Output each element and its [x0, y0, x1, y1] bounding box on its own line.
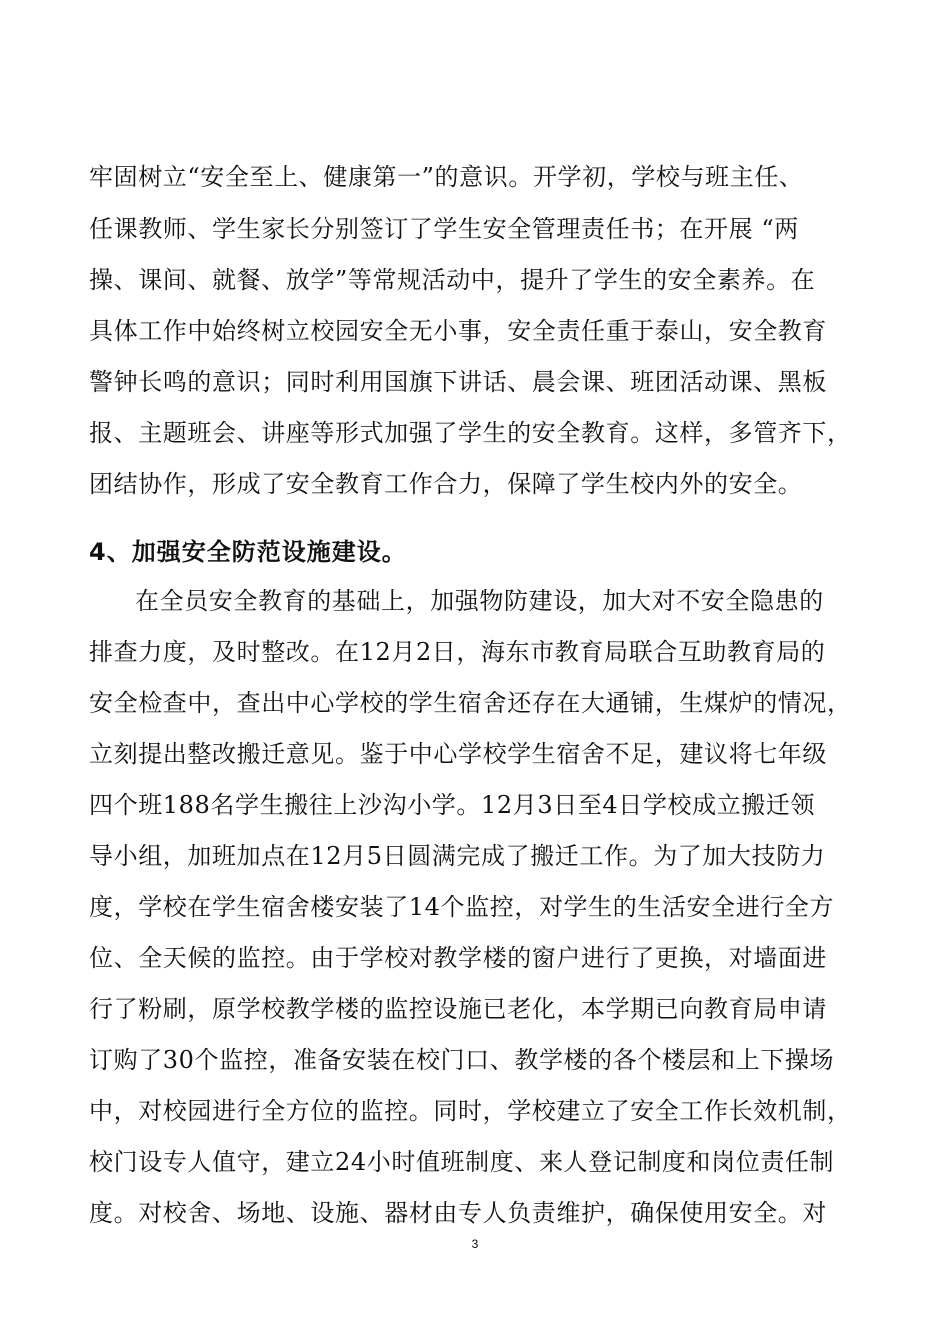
- section-heading: 4、加强安全防范设施建设。: [89, 538, 407, 566]
- paragraph-line: 行了粉刷，原学校教学楼的监控设施已老化，本学期已向教育局申请: [89, 995, 827, 1023]
- paragraph-line: 立刻提出整改搬迁意见。鉴于中心学校学生宿舍不足，建议将七年级: [89, 740, 827, 768]
- paragraph-line: 导小组，加班加点在12月5日圆满完成了搬迁工作。为了加大技防力: [89, 842, 826, 870]
- paragraph-line: 排查力度，及时整改。在12月2日，海东市教育局联合互助教育局的: [89, 638, 826, 666]
- paragraph-line: 四个班188名学生搬往上沙沟小学。12月3日至4日学校成立搬迁领: [89, 791, 816, 819]
- paragraph-line: 校门设专人值守，建立24小时值班制度、来人登记制度和岗位责任制: [89, 1148, 835, 1176]
- paragraph-line: 操、课间、就餐、放学”等常规活动中，提升了学生的安全素养。在: [89, 266, 816, 294]
- paragraph-line: 中，对校园进行全方位的监控。同时，学校建立了安全工作长效机制，: [89, 1097, 852, 1125]
- page-number: 3: [471, 1237, 479, 1251]
- paragraph-line: 安全检查中，查出中心学校的学生宿舍还存在大通铺，生煤炉的情况，: [89, 689, 852, 717]
- paragraph-line: 度，学校在学生宿舍楼安装了14个监控，对学生的生活安全进行全方: [89, 893, 835, 921]
- paragraph-line: 具体工作中始终树立校园安全无小事，安全责任重于泰山，安全教育: [89, 317, 827, 345]
- paragraph-line: 团结协作，形成了安全教育工作合力，保障了学生校内外的安全。: [89, 470, 803, 498]
- paragraph-line: 警钟长鸣的意识；同时利用国旗下讲话、晨会课、班团活动课、黑板: [89, 368, 827, 396]
- paragraph-line: 在全员安全教育的基础上，加强物防建设，加大对不安全隐患的: [135, 587, 824, 615]
- paragraph-line: 订购了30个监控，准备安装在校门口、教学楼的各个楼层和上下操场: [89, 1046, 835, 1074]
- paragraph-line: 度。对校舍、场地、设施、器材由专人负责维护，确保使用安全。对: [89, 1199, 827, 1227]
- paragraph-line: 报、主题班会、讲座等形式加强了学生的安全教育。这样，多管齐下，: [89, 419, 852, 447]
- paragraph-line: 任课教师、学生家长分别签订了学生安全管理责任书；在开展 “两: [89, 215, 799, 243]
- paragraph-line: 牢固树立“安全至上、健康第一”的意识。开学初，学校与班主任、: [89, 163, 804, 191]
- paragraph-line: 位、全天候的监控。由于学校对教学楼的窗户进行了更换，对墙面进: [89, 944, 827, 972]
